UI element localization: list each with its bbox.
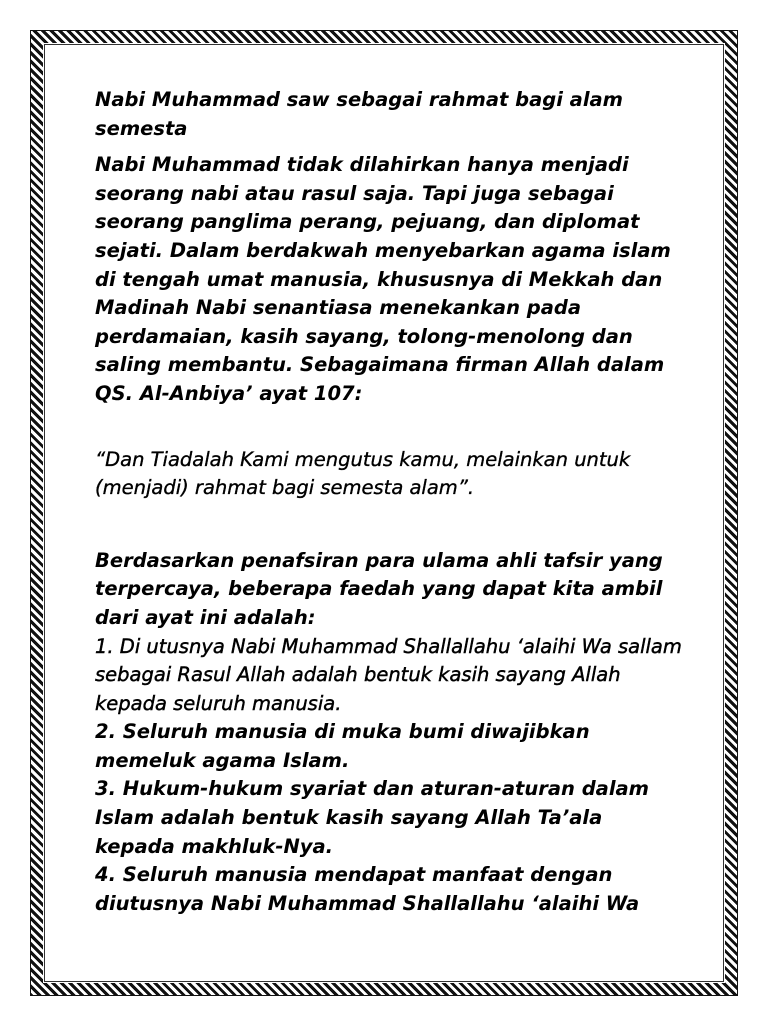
list-item-3: 3. Hukum-hukum syariat dan aturan-aturan dalam Islam adalah bentuk kasih sayang Allah Ta’ala kepada makhluk-Nya.	[95, 777, 649, 858]
lead-paragraph: Berdasarkan penafsiran para ulama ahli tafsir yang terpercaya, beberapa faedah yang dapat kita ambil dari ayat ini adalah:	[95, 548, 663, 629]
document-body	[95, 86, 685, 918]
list-item-1: 1. Di utusnya Nabi Muhammad Shallallahu ‘alaihi Wa sallam sebagai Rasul Allah adalah bentuk kasih sayang Allah kepada seluruh manusia.	[95, 634, 682, 715]
quote-paragraph: “Dan Tiadalah Kami mengutus kamu, melainkan untuk (menjadi) rahmat bagi semesta alam”.	[95, 447, 631, 500]
document-title: Nabi Muhammad saw sebagai rahmat bagi alam semesta	[95, 88, 624, 140]
intro-paragraph: Nabi Muhammad tidak dilahirkan hanya menjadi seorang nabi atau rasul saja. Tapi juga sebagai seorang panglima perang, pejuang, dan diplomat sejati. Dalam berdakwah menyebarkan agama islam di tengah umat manusia, khususnya di Mekkah dan Madinah Nabi senantiasa menekankan pada perdamaian, kasih sayang, tolong-menolong dan saling membantu. Sebagaimana firman Allah dalam QS. Al-Anbiya’ ayat 107:	[95, 153, 671, 405]
list-item-2: 2. Seluruh manusia di muka bumi diwajibkan memeluk agama Islam.	[95, 720, 590, 772]
list-item-4: 4. Seluruh manusia mendapat manfaat dengan diutusnya Nabi Muhammad Shallallahu ‘alaihi Wa	[95, 863, 640, 915]
